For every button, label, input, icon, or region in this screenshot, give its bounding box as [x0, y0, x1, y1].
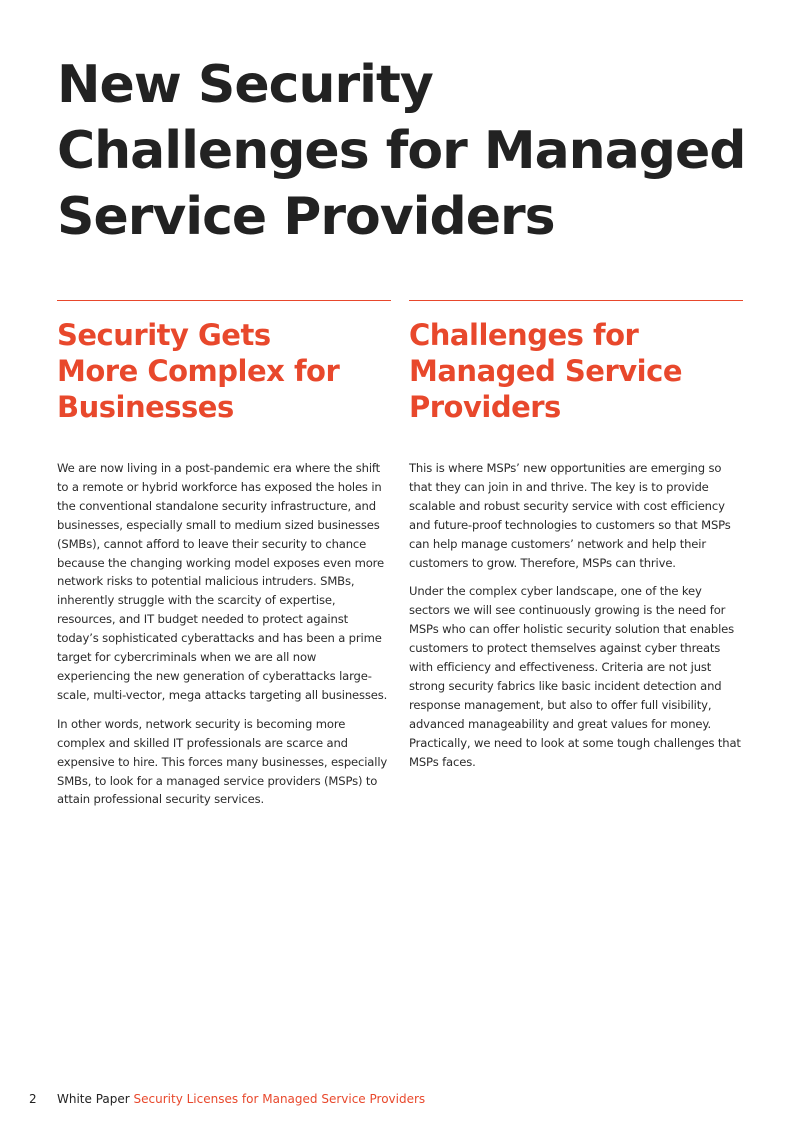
- section-heading: Challenges for Managed Service Providers: [409, 318, 682, 424]
- body-paragraph: Under the complex cyber landscape, one of the key sectors we will see continuously growing is the need for MSPs who can offer holistic security solution that enables customers to protect themselves against cyber threats with efficiency and effectiveness. Criteria are not just strong security fabrics like basic incident detection and response management, but also to offer full visibility, advanced manageability and great values for money. Practically, we need to look at some tough challenges that MSPs faces.: [409, 584, 741, 769]
- page-number: 2: [29, 1092, 37, 1106]
- section-heading: Security Gets More Complex for Businesses: [57, 318, 340, 424]
- section-body: [57, 459, 391, 809]
- page-footer: [29, 1091, 425, 1107]
- body-paragraph: In other words, network security is becoming more complex and skilled IT professionals are scarce and expensive to hire. This forces many businesses, especially SMBs, to look for a managed service providers (MSPs) to attain professional security services.: [57, 716, 388, 807]
- footer-label: White Paper: [57, 1092, 130, 1106]
- section-body: [409, 459, 743, 772]
- section-divider: [409, 300, 743, 301]
- section-divider: [57, 300, 391, 301]
- page-title: New Security Challenges for Managed Service Providers: [57, 55, 746, 247]
- column-security-complexity: [57, 300, 391, 819]
- footer-document-title: Security Licenses for Managed Service Providers: [133, 1092, 426, 1106]
- column-msp-challenges: [409, 300, 743, 782]
- body-paragraph: This is where MSPs’ new opportunities are emerging so that they can join in and thrive. The key is to provide scalable and robust security service with cost efficiency and future-proof technologies to customers so that MSPs can help manage customers’ network and help their customers to grow. Therefore, MSPs can thrive.: [409, 461, 731, 570]
- body-paragraph: We are now living in a post-pandemic era where the shift to a remote or hybrid workforce has exposed the holes in the conventional standalone security infrastructure, and businesses, especially small to medium sized businesses (SMBs), cannot afford to leave their security to chance because the changing working model exposes even more network risks to potential malicious intruders. SMBs, inherently struggle with the scarcity of expertise, resources, and IT budget needed to protect against today’s sophisticated cyberattacks and has been a prime target for cybercriminals when we are all now experiencing the new generation of cyberattacks large-scale, multi-vector, mega attacks targeting all businesses.: [57, 461, 388, 702]
